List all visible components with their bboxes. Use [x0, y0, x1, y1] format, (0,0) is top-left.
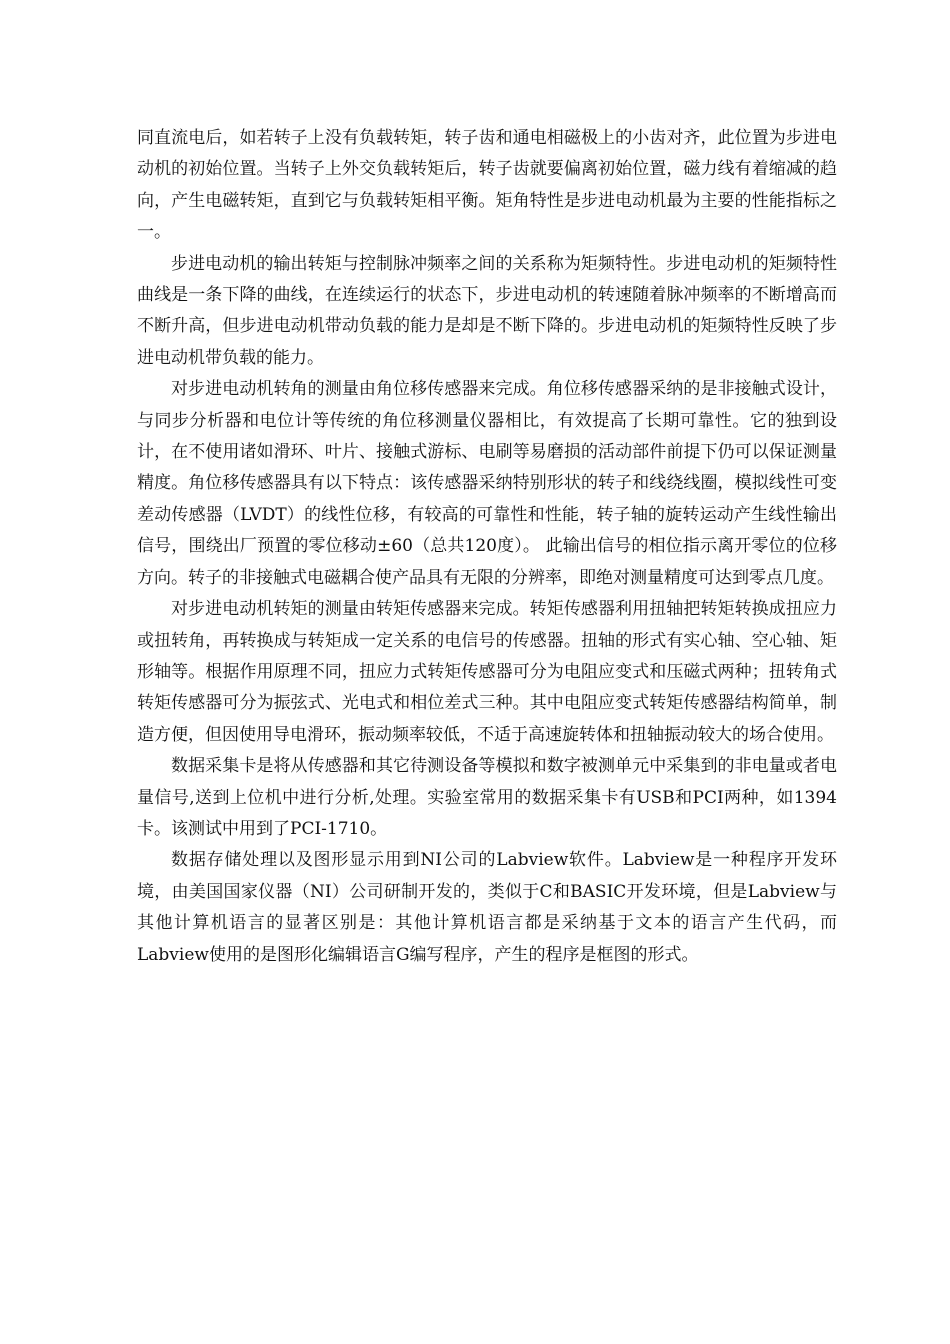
paragraph-torque-frequency: 步进电动机的输出转矩与控制脉冲频率之间的关系称为矩频特性。步进电动机的矩频特性曲线是一条下降的曲线，在连续运行的状态下，步进电动机的转速随着脉冲频率的不断增高而不断升高，但步进电动机带动负载的能力是却是不断下降的。步进电动机的矩频特性反映了步进电动机带负载的能力。	[137, 253, 837, 368]
body-text	[137, 123, 837, 971]
paragraph-angle-sensor: 对步进电动机转角的测量由角位移传感器来完成。角位移传感器采纳的是非接触式设计，与同步分析器和电位计等传统的角位移测量仪器相比，有效提高了长期可靠性。它的独到设计，在不使用诸如滑环、叶片、接触式游标、电刷等易磨损的活动部件前提下仍可以保证测量精度。角位移传感器具有以下特点：该传感器采纳特别形状的转子和线绕线圈，模拟线性可变差动传感器（LVDT）的线性位移，有较高的可靠性和性能，转子轴的旋转运动产生线性输出信号，围绕出厂预置的零位移动±60（总共120度）。 此输出信号的相位指示离开零位的位移方向。转子的非接触式电磁耦合使产品具有无限的分辨率，即绝对测量精度可达到零点几度。	[137, 379, 837, 588]
paragraph-labview: 数据存储处理以及图形显示用到NI公司的Labview软件。Labview是一种程序开发环境，由美国国家仪器（NI）公司研制开发的，类似于C和BASIC开发环境，但是Labview与其他计算机语言的显著区别是：其他计算机语言都是采纳基于文本的语言产生代码，而Labview使用的是图形化编辑语言G编写程序，产生的程序是框图的形式。	[137, 850, 837, 965]
paragraph-torque-sensor: 对步进电动机转矩的测量由转矩传感器来完成。转矩传感器利用扭轴把转矩转换成扭应力或扭转角，再转换成与转矩成一定关系的电信号的传感器。扭轴的形式有实心轴、空心轴、矩形轴等。根据作用原理不同，扭应力式转矩传感器可分为电阻应变式和压磁式两种；扭转角式转矩传感器可分为振弦式、光电式和相位差式三种。其中电阻应变式转矩传感器结构简单，制造方便，但因使用导电滑环，振动频率较低，不适于高速旋转体和扭轴振动较大的场合使用。	[137, 599, 837, 745]
paragraph-torque-angle: 同直流电后，如若转子上没有负载转矩，转子齿和通电相磁极上的小齿对齐，此位置为步进电动机的初始位置。当转子上外交负载转矩后，转子齿就要偏离初始位置，磁力线有着缩减的趋向，产生电磁转矩，直到它与负载转矩相平衡。矩角特性是步进电动机最为主要的性能指标之一。	[137, 128, 837, 243]
paragraph-daq-card: 数据采集卡是将从传感器和其它待测设备等模拟和数字被测单元中采集到的非电量或者电量信号,送到上位机中进行分析,处理。实验室常用的数据采集卡有USB和PCI两种，如1394卡。该测试中用到了PCI-1710。	[137, 756, 837, 839]
